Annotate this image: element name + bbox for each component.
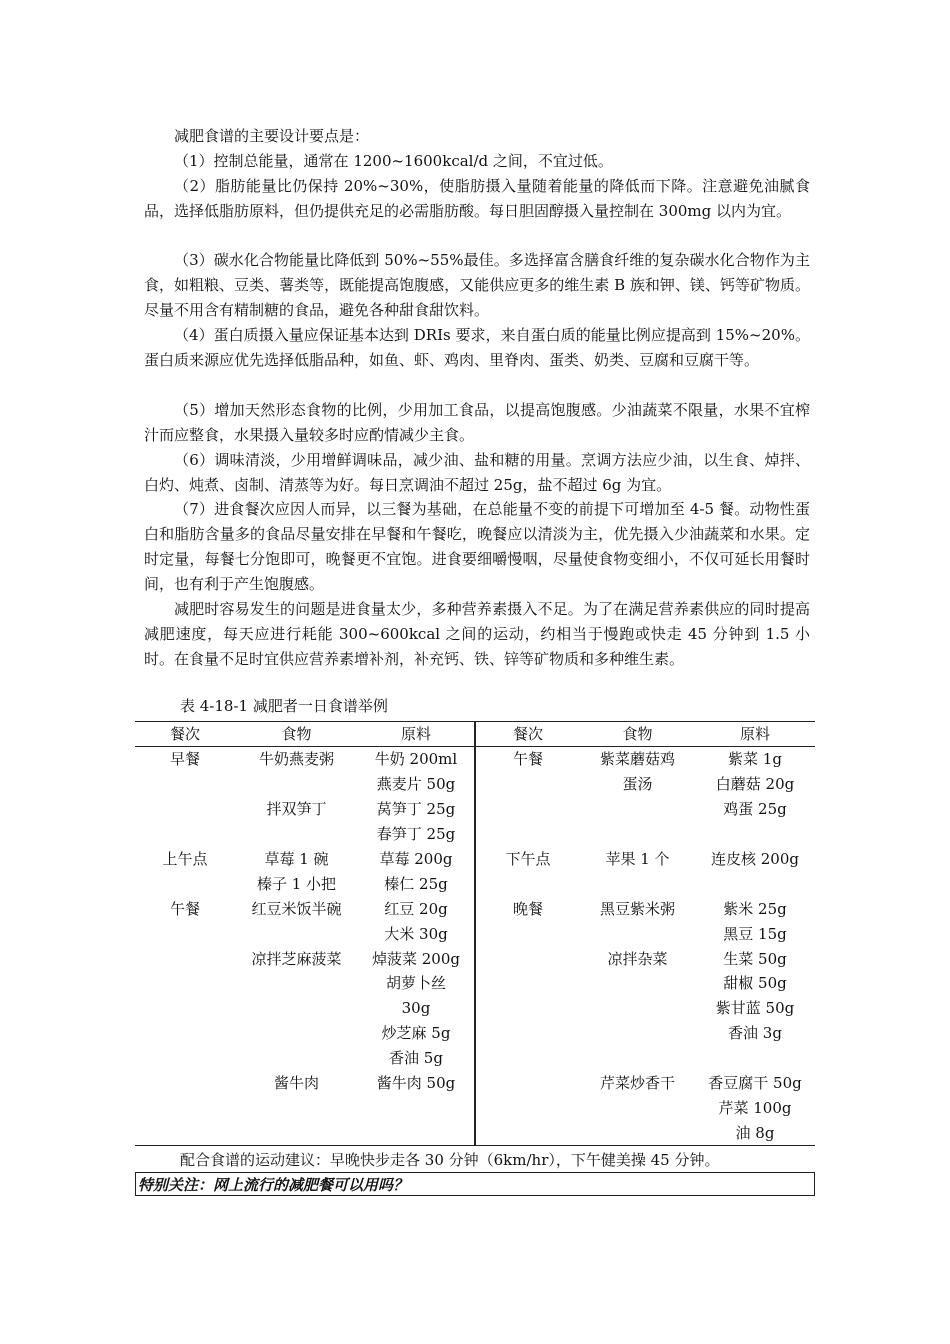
- table-cell: 牛奶燕麦粥: [258, 750, 334, 769]
- table-cell: [475, 1095, 580, 1120]
- header-ingredients-2: 原料: [695, 722, 815, 747]
- table-cell: [580, 822, 695, 847]
- table-row: [135, 822, 815, 847]
- table-cell: [235, 822, 358, 847]
- table-row: [135, 946, 815, 971]
- header-ingredients: 原料: [358, 722, 475, 747]
- table-cell: [580, 797, 695, 822]
- table-row: [135, 1095, 815, 1120]
- table-cell: 连皮核 200g: [710, 850, 799, 868]
- table-cell: [358, 1095, 475, 1120]
- table-cell: [235, 1021, 358, 1046]
- table-cell: [475, 996, 580, 1021]
- table-cell: 紫米 25g: [723, 899, 787, 918]
- special-focus-box: 特别关注：网上流行的减肥餐可以用吗？: [135, 1172, 815, 1196]
- table-row: [135, 896, 815, 921]
- table-cell: [135, 1071, 235, 1096]
- header-food: 食物: [235, 722, 358, 747]
- table-caption: 表 4-18-1 减肥者一日食谱举例: [180, 697, 388, 715]
- table-cell: [695, 871, 815, 896]
- table-cell: 酱牛肉: [273, 1074, 319, 1093]
- table-cell: 紫甘蓝 50g: [715, 999, 795, 1018]
- table-cell: 午餐: [512, 750, 543, 769]
- table-row: [135, 1120, 815, 1145]
- table-cell: [135, 1120, 235, 1145]
- table-cell: [235, 996, 358, 1021]
- point-2-paragraph: （2）脂肪能量比仍保持 20%~30%，使脂肪摄入量随着能量的降低而下降。注意避免油腻食品，选择低脂肪原料，但仍提供充足的必需脂肪酸。每日胆固醇摄入量控制在 300mg 以内为宜。: [144, 177, 810, 220]
- table-cell: [135, 772, 235, 797]
- table-cell: 拌双笋丁: [266, 800, 327, 819]
- table-cell: [235, 1046, 358, 1071]
- table-cell: 草莓 1 碗: [264, 850, 329, 868]
- table-cell: 凉拌杂菜: [607, 949, 668, 968]
- table-cell: 燕麦片 50g: [358, 772, 475, 797]
- table-cell: [358, 1120, 475, 1145]
- menu-table: [135, 721, 815, 1146]
- table-cell: 焯菠菜 200g: [358, 946, 475, 971]
- table-cell: 草莓 200g: [358, 847, 475, 872]
- table-cell: [135, 921, 235, 946]
- table-row: [135, 871, 815, 896]
- table-cell: 黑豆紫米粥: [599, 899, 675, 918]
- point-1-paragraph: （1）控制总能量，通常在 1200~1600kcal/d 之间，不宜过低。: [174, 152, 613, 170]
- table-cell: 白蘑菇 20g: [715, 775, 795, 794]
- table-cell: 榛子 1 小把: [256, 874, 337, 893]
- table-cell: 30g: [358, 996, 475, 1021]
- table-cell: [135, 1095, 235, 1120]
- point-6-paragraph: （6）调味清淡，少用增鲜调味品，减少油、盐和糖的用量。烹调方法应少油，以生食、焯拌、白灼、炖煮、卤制、清蒸等为好。每日烹调油不超过 25g，盐不超过 6g 为宜。: [144, 451, 810, 494]
- table-cell: [580, 1120, 695, 1145]
- table-cell: 红豆 20g: [358, 896, 475, 921]
- table-cell: 鸡蛋 25g: [723, 800, 787, 819]
- table-cell: [135, 871, 235, 896]
- table-cell: 芹菜炒香干: [599, 1074, 675, 1093]
- table-cell: 晚餐: [512, 899, 543, 918]
- table-cell: 胡萝卜丝: [358, 971, 475, 996]
- table-cell: 甜椒 50g: [723, 974, 787, 993]
- table-cell: [475, 1046, 580, 1071]
- table-cell: 苹果 1 个: [605, 850, 670, 868]
- table-cell: 芹菜 100g: [718, 1098, 792, 1117]
- table-cell: [475, 1021, 580, 1046]
- table-row: [135, 1071, 815, 1096]
- table-row: [135, 747, 815, 772]
- table-row: [135, 971, 815, 996]
- table-cell: 凉拌芝麻菠菜: [251, 949, 342, 968]
- table-cell: [235, 971, 358, 996]
- table-cell: [235, 1120, 358, 1145]
- table-cell: 牛奶 200ml: [358, 747, 475, 772]
- exercise-paragraph: 减肥时容易发生的问题是进食量太少，多种营养素摄入不足。为了在满足营养素供应的同时提高减肥速度，每天应进行耗能 300~600kcal 之间的运动，约相当于慢跑或快走 45 分钟到 1.5 小时。在食量不足时宜供应营养素增补剂，补充钙、铁、锌等矿物质和多种维生素。: [144, 600, 810, 668]
- table-row: [135, 772, 815, 797]
- table-cell: 紫菜 1g: [728, 750, 782, 769]
- table-row: [135, 847, 815, 872]
- header-meal-2: 餐次: [475, 722, 580, 747]
- table-cell: [235, 921, 358, 946]
- table-cell: 紫菜蘑菇鸡: [599, 750, 675, 769]
- header-meal: 餐次: [135, 722, 235, 747]
- table-cell: [580, 996, 695, 1021]
- exercise-note: 配合食谱的运动建议：早晚快步走各 30 分钟（6km/hr），下午健美操 45 分钟。: [180, 1151, 720, 1169]
- table-cell: [135, 797, 235, 822]
- table-cell: [580, 871, 695, 896]
- table-cell: [475, 1120, 580, 1145]
- table-cell: [580, 921, 695, 946]
- table-cell: 炒芝麻 5g: [358, 1021, 475, 1046]
- table-row: [135, 1021, 815, 1046]
- table-cell: [475, 797, 580, 822]
- table-cell: 蛋汤: [622, 775, 653, 794]
- table-cell: 午餐: [169, 899, 200, 918]
- table-cell: [135, 996, 235, 1021]
- table-cell: [135, 946, 235, 971]
- table-cell: 春笋丁 25g: [358, 822, 475, 847]
- table-cell: [580, 1021, 695, 1046]
- table-cell: [475, 971, 580, 996]
- table-cell: 生菜 50g: [723, 949, 787, 968]
- table-cell: [580, 1046, 695, 1071]
- table-cell: [695, 1046, 815, 1071]
- table-row: [135, 921, 815, 946]
- table-cell: [235, 772, 358, 797]
- table-cell: [695, 822, 815, 847]
- table-cell: [135, 1021, 235, 1046]
- table-cell: [135, 1046, 235, 1071]
- table-cell: 红豆米饭半碗: [251, 899, 342, 918]
- table-cell: 黑豆 15g: [723, 924, 787, 943]
- table-cell: [135, 822, 235, 847]
- table-row: [135, 996, 815, 1021]
- table-cell: [475, 1071, 580, 1096]
- table-cell: [135, 971, 235, 996]
- table-cell: 榛仁 25g: [358, 871, 475, 896]
- table-row: [135, 797, 815, 822]
- table-cell: 大米 30g: [358, 921, 475, 946]
- table-cell: 上午点: [162, 850, 208, 868]
- table-cell: [475, 921, 580, 946]
- table-cell: 香油 5g: [358, 1046, 475, 1071]
- point-7-paragraph: （7）进食餐次应因人而异，以三餐为基础，在总能量不变的前提下可增加至 4-5 餐。动物性蛋白和脂肪含量多的食品尽量安排在早餐和午餐吃，晚餐应以清淡为主，优先摄入少油蔬菜和水果。定时定量，每餐七分饱即可，晚餐更不宜饱。进食要细嚼慢咽，尽量使食物变细小，不仅可延长用餐时间，也有利于产生饱腹感。: [144, 500, 810, 593]
- table-cell: 下午点: [505, 850, 551, 868]
- point-4-paragraph: （4）蛋白质摄入量应保证基本达到 DRIs 要求，来自蛋白质的能量比例应提高到 15%~20%。蛋白质来源应优先选择低脂品种，如鱼、虾、鸡肉、里脊肉、蛋类、奶类、豆腐和豆腐干等。: [144, 326, 810, 369]
- table-row: [135, 1046, 815, 1071]
- table-cell: 莴笋丁 25g: [358, 797, 475, 822]
- table-cell: 香油 3g: [728, 1024, 782, 1043]
- intro-paragraph: 减肥食谱的主要设计要点是：: [174, 127, 370, 145]
- table-cell: 香豆腐干 50g: [708, 1074, 802, 1093]
- table-cell: 酱牛肉 50g: [358, 1071, 475, 1096]
- table-cell: [475, 871, 580, 896]
- table-header-row: [135, 722, 815, 747]
- table-cell: [580, 1095, 695, 1120]
- table-cell: [235, 1095, 358, 1120]
- table-cell: [475, 822, 580, 847]
- table-cell: [475, 946, 580, 971]
- header-food-2: 食物: [580, 722, 695, 747]
- point-3-paragraph: （3）碳水化合物能量比降低到 50%~55%最佳。多选择富含膳食纤维的复杂碳水化合物作为主食，如粗粮、豆类、薯类等，既能提高饱腹感，又能供应更多的维生素 B 族和钾、镁、钙等矿物质。尽量不用含有精制糖的食品，避免各种甜食甜饮料。: [144, 251, 810, 319]
- table-cell: 早餐: [169, 750, 200, 769]
- table-cell: [475, 772, 580, 797]
- table-cell: [580, 971, 695, 996]
- table-cell: 油 8g: [695, 1120, 815, 1145]
- point-5-paragraph: （5）增加天然形态食物的比例，少用加工食品，以提高饱腹感。少油蔬菜不限量，水果不宜榨汁而应整食，水果摄入量较多时应酌情减少主食。: [144, 401, 810, 444]
